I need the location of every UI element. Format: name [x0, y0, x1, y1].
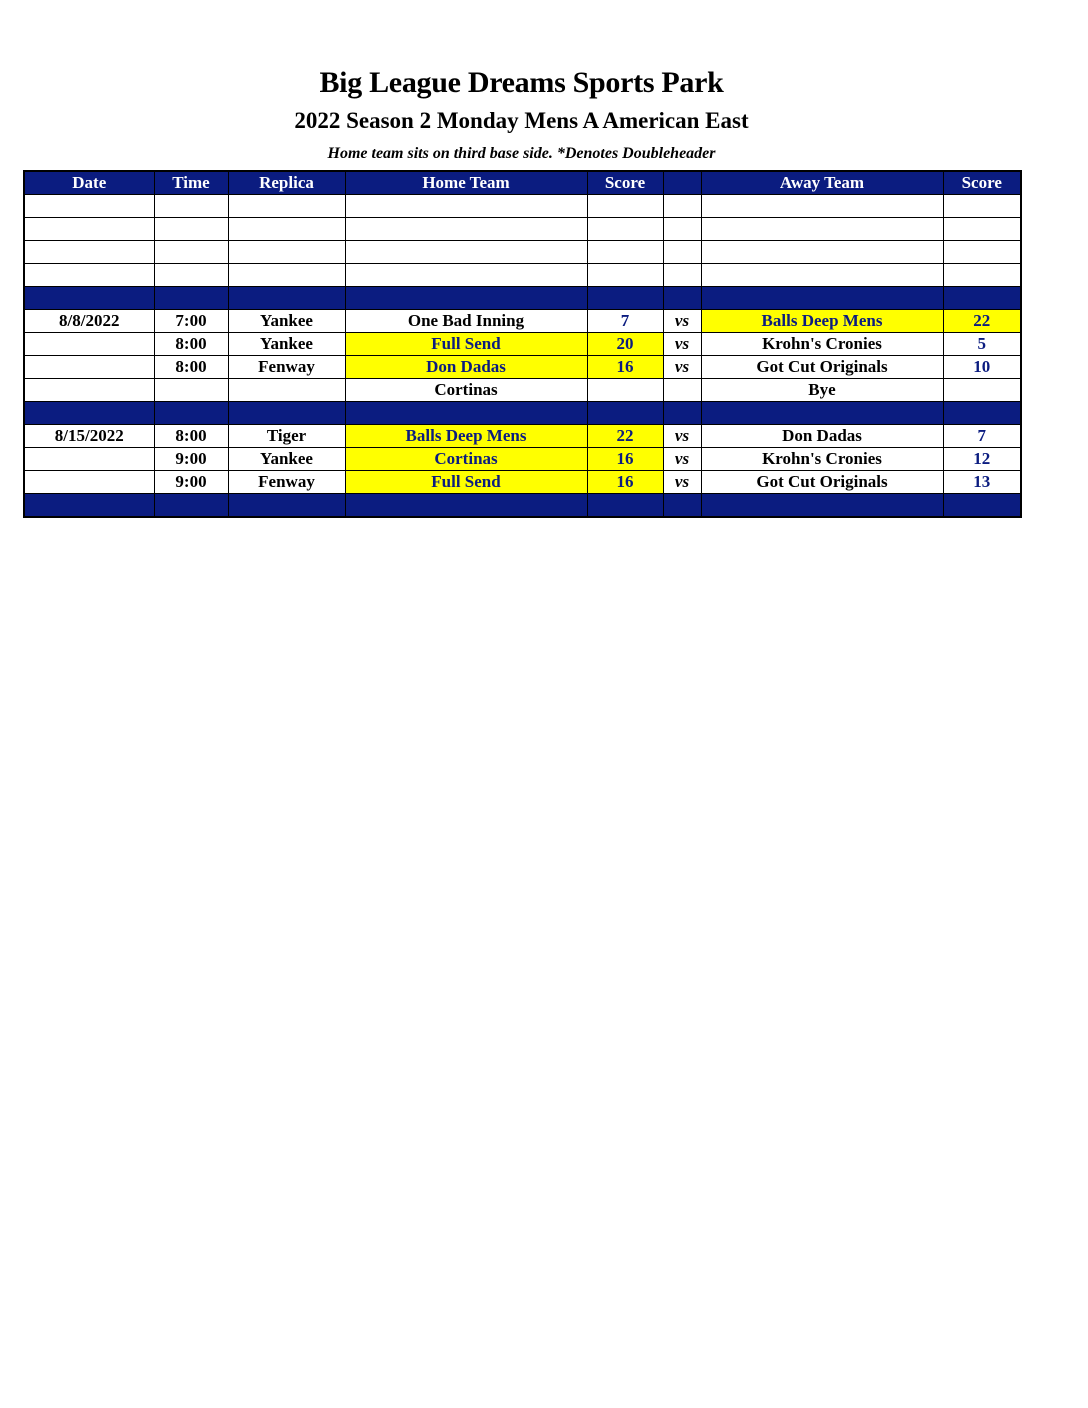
game-row: [24, 356, 1021, 379]
empty-cell: [154, 241, 228, 264]
separator-cell: [228, 494, 345, 518]
home-team: Cortinas: [345, 379, 587, 402]
home-team: Cortinas: [345, 448, 587, 471]
vs-label: vs: [663, 448, 701, 471]
away-team: Got Cut Originals: [701, 356, 943, 379]
game-date: [24, 356, 154, 379]
game-replica-field: Fenway: [228, 471, 345, 494]
empty-row: [24, 218, 1021, 241]
empty-cell: [587, 264, 663, 287]
empty-cell: [154, 264, 228, 287]
separator-cell: [154, 402, 228, 425]
empty-cell: [943, 218, 1021, 241]
empty-cell: [24, 218, 154, 241]
empty-cell: [701, 264, 943, 287]
schedule-table: [23, 170, 1022, 518]
home-team: One Bad Inning: [345, 310, 587, 333]
game-date: 8/15/2022: [24, 425, 154, 448]
empty-row: [24, 195, 1021, 218]
empty-cell: [228, 195, 345, 218]
game-replica-field: Yankee: [228, 310, 345, 333]
vs-label: [663, 379, 701, 402]
separator-cell: [587, 402, 663, 425]
away-score: 7: [943, 425, 1021, 448]
empty-cell: [943, 264, 1021, 287]
page-title: Big League Dreams Sports Park: [319, 66, 724, 99]
separator-cell: [154, 287, 228, 310]
away-score: 12: [943, 448, 1021, 471]
game-row: [24, 333, 1021, 356]
home-team: Balls Deep Mens: [345, 425, 587, 448]
away-score: 13: [943, 471, 1021, 494]
week-separator-row: [24, 494, 1021, 518]
separator-cell: [701, 287, 943, 310]
separator-cell: [663, 494, 701, 518]
empty-cell: [701, 218, 943, 241]
empty-cell: [701, 241, 943, 264]
home-team: Don Dadas: [345, 356, 587, 379]
game-time: 9:00: [154, 471, 228, 494]
game-replica-field: Yankee: [228, 448, 345, 471]
page-subtitle: 2022 Season 2 Monday Mens A American East: [294, 108, 749, 133]
col-header-time: Time: [154, 171, 228, 195]
empty-cell: [663, 195, 701, 218]
bye-row: [24, 379, 1021, 402]
game-row: [24, 471, 1021, 494]
game-time: 8:00: [154, 356, 228, 379]
separator-cell: [228, 402, 345, 425]
separator-cell: [587, 287, 663, 310]
separator-cell: [943, 494, 1021, 518]
separator-cell: [24, 287, 154, 310]
col-header-date: Date: [24, 171, 154, 195]
game-date: [24, 379, 154, 402]
separator-cell: [701, 402, 943, 425]
empty-cell: [345, 264, 587, 287]
game-row: [24, 448, 1021, 471]
empty-cell: [943, 241, 1021, 264]
empty-cell: [587, 218, 663, 241]
vs-label: vs: [663, 356, 701, 379]
empty-cell: [24, 195, 154, 218]
empty-row: [24, 264, 1021, 287]
vs-label: vs: [663, 425, 701, 448]
schedule-note: Home team sits on third base side. *Denotes Doubleheader: [327, 145, 716, 162]
game-replica-field: [228, 379, 345, 402]
empty-cell: [24, 241, 154, 264]
home-score: 20: [587, 333, 663, 356]
away-team: Balls Deep Mens: [701, 310, 943, 333]
game-date: [24, 333, 154, 356]
away-score: 22: [943, 310, 1021, 333]
game-row: [24, 310, 1021, 333]
game-time: 8:00: [154, 333, 228, 356]
home-score: 16: [587, 471, 663, 494]
home-score: [587, 379, 663, 402]
away-score: 10: [943, 356, 1021, 379]
separator-cell: [345, 287, 587, 310]
vs-label: vs: [663, 333, 701, 356]
empty-cell: [154, 218, 228, 241]
empty-cell: [587, 241, 663, 264]
separator-cell: [228, 287, 345, 310]
game-row: [24, 425, 1021, 448]
header-row: [24, 171, 1021, 195]
separator-cell: [943, 402, 1021, 425]
game-date: [24, 471, 154, 494]
schedule-body: [24, 195, 1021, 518]
empty-cell: [24, 264, 154, 287]
empty-row: [24, 241, 1021, 264]
empty-cell: [228, 264, 345, 287]
game-time: [154, 379, 228, 402]
game-date: [24, 448, 154, 471]
vs-label: vs: [663, 310, 701, 333]
empty-cell: [345, 195, 587, 218]
week-separator-row: [24, 402, 1021, 425]
game-time: 8:00: [154, 425, 228, 448]
separator-cell: [154, 494, 228, 518]
separator-cell: [663, 402, 701, 425]
home-score: 22: [587, 425, 663, 448]
separator-cell: [943, 287, 1021, 310]
away-score: [943, 379, 1021, 402]
empty-cell: [663, 218, 701, 241]
separator-cell: [24, 494, 154, 518]
home-score: 16: [587, 448, 663, 471]
separator-cell: [24, 402, 154, 425]
separator-cell: [345, 402, 587, 425]
game-time: 9:00: [154, 448, 228, 471]
vs-label: vs: [663, 471, 701, 494]
away-team: Got Cut Originals: [701, 471, 943, 494]
separator-cell: [345, 494, 587, 518]
empty-cell: [345, 241, 587, 264]
empty-cell: [663, 264, 701, 287]
game-replica-field: Tiger: [228, 425, 345, 448]
game-replica-field: Yankee: [228, 333, 345, 356]
separator-cell: [701, 494, 943, 518]
col-header-replica: Replica: [228, 171, 345, 195]
empty-cell: [701, 195, 943, 218]
empty-cell: [943, 195, 1021, 218]
empty-cell: [154, 195, 228, 218]
empty-cell: [663, 241, 701, 264]
away-team: Don Dadas: [701, 425, 943, 448]
away-team: Krohn's Cronies: [701, 333, 943, 356]
col-header-away-score: Score: [943, 171, 1021, 195]
col-header-away-team: Away Team: [701, 171, 943, 195]
empty-cell: [587, 195, 663, 218]
col-header-vs: [663, 171, 701, 195]
home-score: 16: [587, 356, 663, 379]
empty-cell: [345, 218, 587, 241]
separator-cell: [663, 287, 701, 310]
away-team: Bye: [701, 379, 943, 402]
away-team: Krohn's Cronies: [701, 448, 943, 471]
col-header-home-team: Home Team: [345, 171, 587, 195]
week-separator-row: [24, 287, 1021, 310]
home-team: Full Send: [345, 333, 587, 356]
away-score: 5: [943, 333, 1021, 356]
col-header-home-score: Score: [587, 171, 663, 195]
home-team: Full Send: [345, 471, 587, 494]
separator-cell: [587, 494, 663, 518]
home-score: 7: [587, 310, 663, 333]
game-date: 8/8/2022: [24, 310, 154, 333]
empty-cell: [228, 241, 345, 264]
game-replica-field: Fenway: [228, 356, 345, 379]
empty-cell: [228, 218, 345, 241]
game-time: 7:00: [154, 310, 228, 333]
